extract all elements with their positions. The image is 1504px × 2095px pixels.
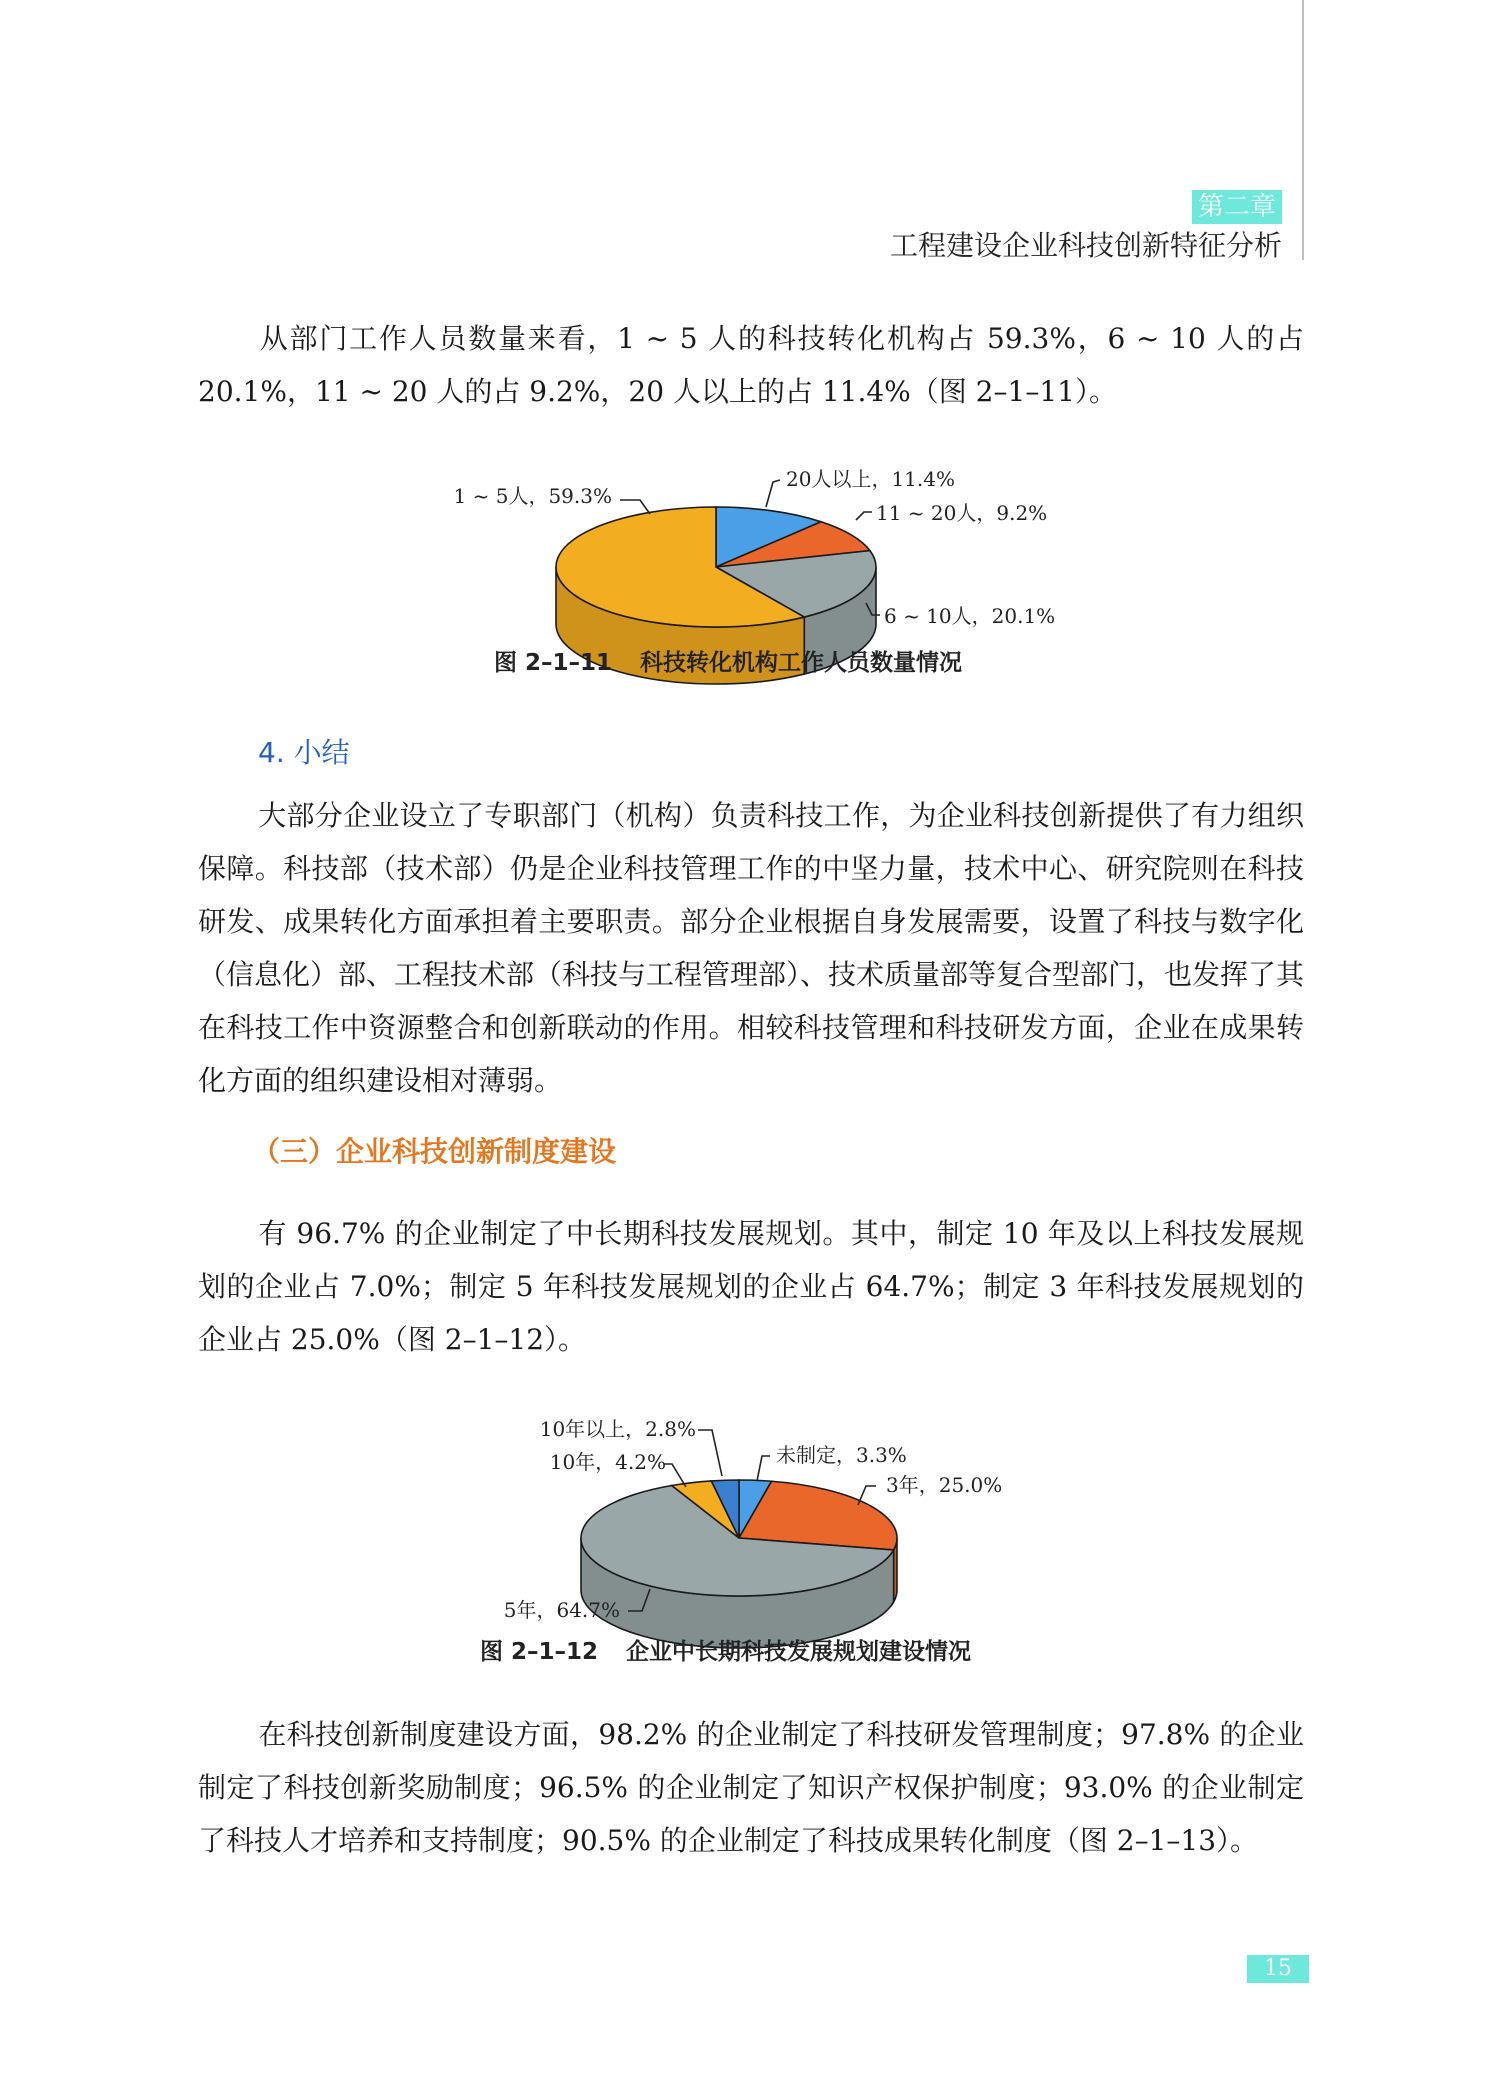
caption-12-number: 图 2–1–12 [480, 1639, 599, 1665]
paragraph-systems [198, 1708, 1304, 1867]
caption-11-title: 科技转化机构工作人员数量情况 [640, 650, 963, 676]
chapter-badge: 第二章 [1192, 190, 1282, 224]
paragraph-systems-text: 在科技创新制度建设方面，98.2% 的企业制定了科技研发管理制度；97.8% 的企业制定了科技创新奖励制度；96.5% 的企业制定了知识产权保护制度；93.0% 的企业制定了科技人才培养和支持制度；90.5% 的企业制定了科技成果转化制度（图 2–1–13）。 [198, 1718, 1304, 1857]
heading-summary: 4. 小结 [258, 736, 350, 769]
caption-11-number: 图 2–1–11 [494, 650, 613, 676]
pie2-label-none: 未制定，3.3% [776, 1443, 907, 1467]
running-title: 工程建设企业科技创新特征分析 [889, 229, 1282, 262]
leader-20plus [766, 480, 780, 507]
leader-11-20 [856, 512, 872, 520]
caption-12-title: 企业中长期科技发展规划建设情况 [626, 1639, 972, 1665]
pie2-group [581, 1480, 897, 1648]
heading-section-3: （三）企业科技创新制度建设 [252, 1135, 617, 1168]
pie1-label-6-10: 6 ~ 10人，20.1% [884, 604, 1056, 628]
pie2-label-10y: 10年，4.2% [549, 1450, 666, 1474]
pie2-label-3y: 3年，25.0% [886, 1473, 1003, 1497]
page-number: 15 [1247, 1955, 1309, 1983]
paragraph-staff-count-text: 从部门工作人员数量来看，1 ~ 5 人的科技转化机构占 59.3%，6 ~ 10 人的占 20.1%，11 ~ 20 人的占 9.2%，20 人以上的占 11.4%（图 2–1–11）。 [198, 322, 1304, 408]
paragraph-planning-text: 有 96.7% 的企业制定了中长期科技发展规划。其中，制定 10 年及以上科技发展规划的企业占 7.0%；制定 5 年科技发展规划的企业占 64.7%；制定 3 年科技发展规划的企业占 25.0%（图 2–1–12）。 [198, 1217, 1304, 1356]
leader-10plus [698, 1430, 722, 1476]
pie2-label-5y: 5年，64.7% [503, 1598, 620, 1622]
paragraph-summary [198, 789, 1304, 1107]
pie1-label-11-20: 11 ~ 20人，9.2% [876, 501, 1048, 525]
pie2-label-10plus: 10年以上，2.8% [539, 1417, 696, 1441]
leader-1-5 [620, 500, 650, 514]
pie1-label-20plus: 20人以上，11.4% [786, 467, 955, 491]
figure-caption-11 [494, 648, 962, 678]
figure-caption-12 [480, 1637, 971, 1667]
pie1-label-1-5: 1 ~ 5人，59.3% [453, 484, 612, 508]
paragraph-planning [198, 1207, 1304, 1366]
paragraph-summary-text: 大部分企业设立了专职部门（机构）负责科技工作，为企业科技创新提供了有力组织保障。科技部（技术部）仍是企业科技管理工作的中坚力量，技术中心、研究院则在科技研发、成果转化方面承担着主要职责。部分企业根据自身发展需要，设置了科技与数字化（信息化）部、工程技术部（科技与工程管理部）、技术质量部等复合型部门，也发挥了其在科技工作中资源整合和创新联动的作用。相较科技管理和科技研发方面，企业在成果转化方面的组织建设相对薄弱。 [198, 799, 1305, 1097]
leader-none [757, 1456, 770, 1481]
